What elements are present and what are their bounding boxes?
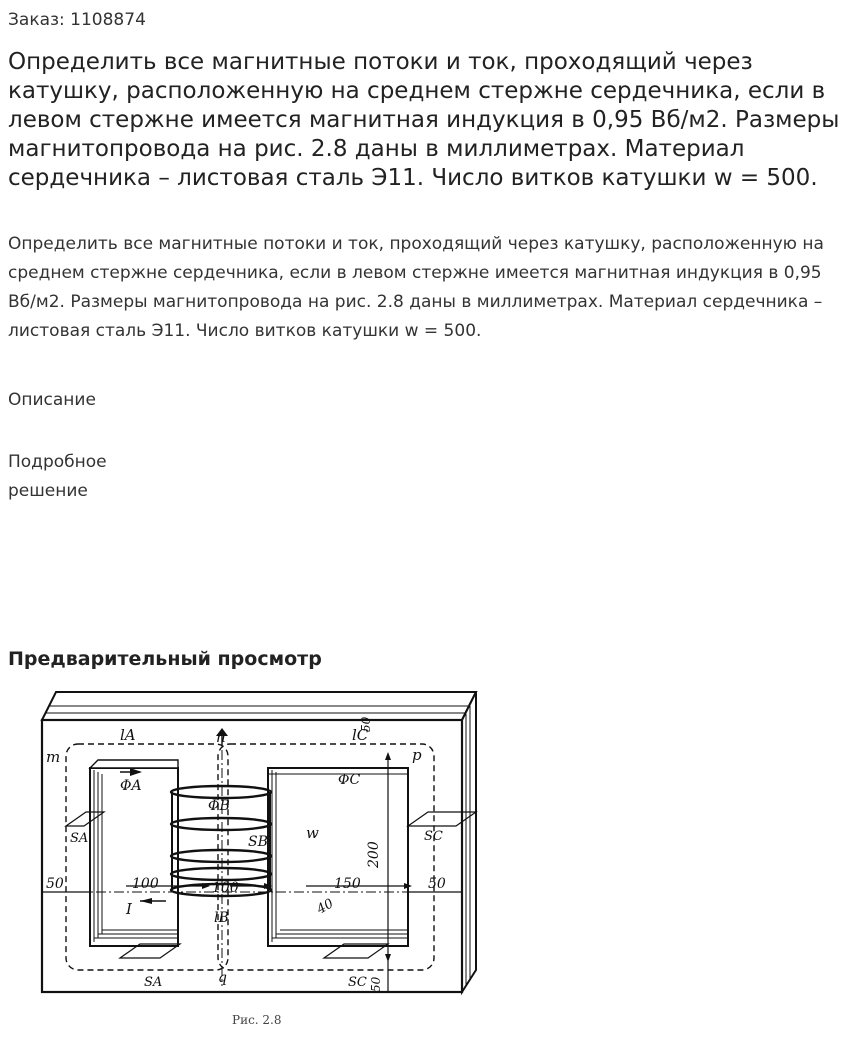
label-m: m (46, 748, 61, 766)
label-SC-right: SC (424, 829, 443, 844)
label-dim50-left: 50 (46, 876, 64, 892)
label-w: w (306, 824, 319, 842)
label-phiA: ΦA (120, 778, 142, 794)
label-SC-bottom: SC (348, 975, 367, 990)
label-I: I (126, 900, 132, 918)
label-SA-left: SA (70, 831, 89, 846)
label-dim50-right: 50 (428, 876, 446, 892)
label-phiC: ΦC (338, 772, 361, 788)
label-dim100-a: 100 (132, 876, 159, 892)
left-window (90, 768, 178, 946)
order-number: Заказ: 1108874 (8, 10, 146, 30)
label-dim100-b: 100 (212, 880, 239, 896)
task-title: Определить все магнитные потоки и ток, проходящий через катушку, расположенную на среднем стержне сердечника, если в левом стержне имеется магнитная индукция в 0,95 Вб/м2. Размеры магнитопровода на рис. 2.8 даны в миллиметрах. Материал сердечника – листовая сталь Э11. Число витков катушки w = 500. (8, 49, 840, 191)
label-dim50-bottom: 50 (369, 976, 383, 992)
preview-heading: Предварительный просмотр (8, 648, 322, 670)
solution-label: Подробное решение (8, 452, 107, 501)
description-label: Описание (8, 390, 96, 410)
right-window (268, 768, 408, 946)
label-dim50-top: 50 (359, 716, 373, 732)
figure-caption: Рис. 2.8 (232, 1013, 282, 1027)
label-SA-bottom: SA (144, 975, 163, 990)
label-q: q (218, 970, 227, 986)
task-description: Определить все магнитные потоки и ток, проходящий через катушку, расположенную на среднем стержне сердечника, если в левом стержне имеется магнитная индукция в 0,95 Вб/м2. Размеры магнитопровода на рис. 2.8 даны в миллиметрах. Материал сердечника – листовая сталь Э11. Число витков катушки w = 500. (8, 234, 824, 341)
label-n: n (216, 728, 226, 746)
label-phiB: ΦB (208, 798, 230, 814)
label-lC: lC (352, 726, 369, 744)
label-dim40: 40 (314, 896, 337, 918)
magnetic-core-figure (36, 686, 486, 1004)
label-lB: lB (214, 910, 229, 926)
core-side-face (462, 692, 476, 992)
label-SB: SB (248, 834, 268, 850)
magnetic-core-drawing (36, 686, 486, 1004)
label-p: p (412, 746, 422, 764)
label-lA: lA (120, 726, 136, 744)
label-dim150: 150 (334, 876, 361, 892)
label-dim200: 200 (366, 841, 382, 868)
